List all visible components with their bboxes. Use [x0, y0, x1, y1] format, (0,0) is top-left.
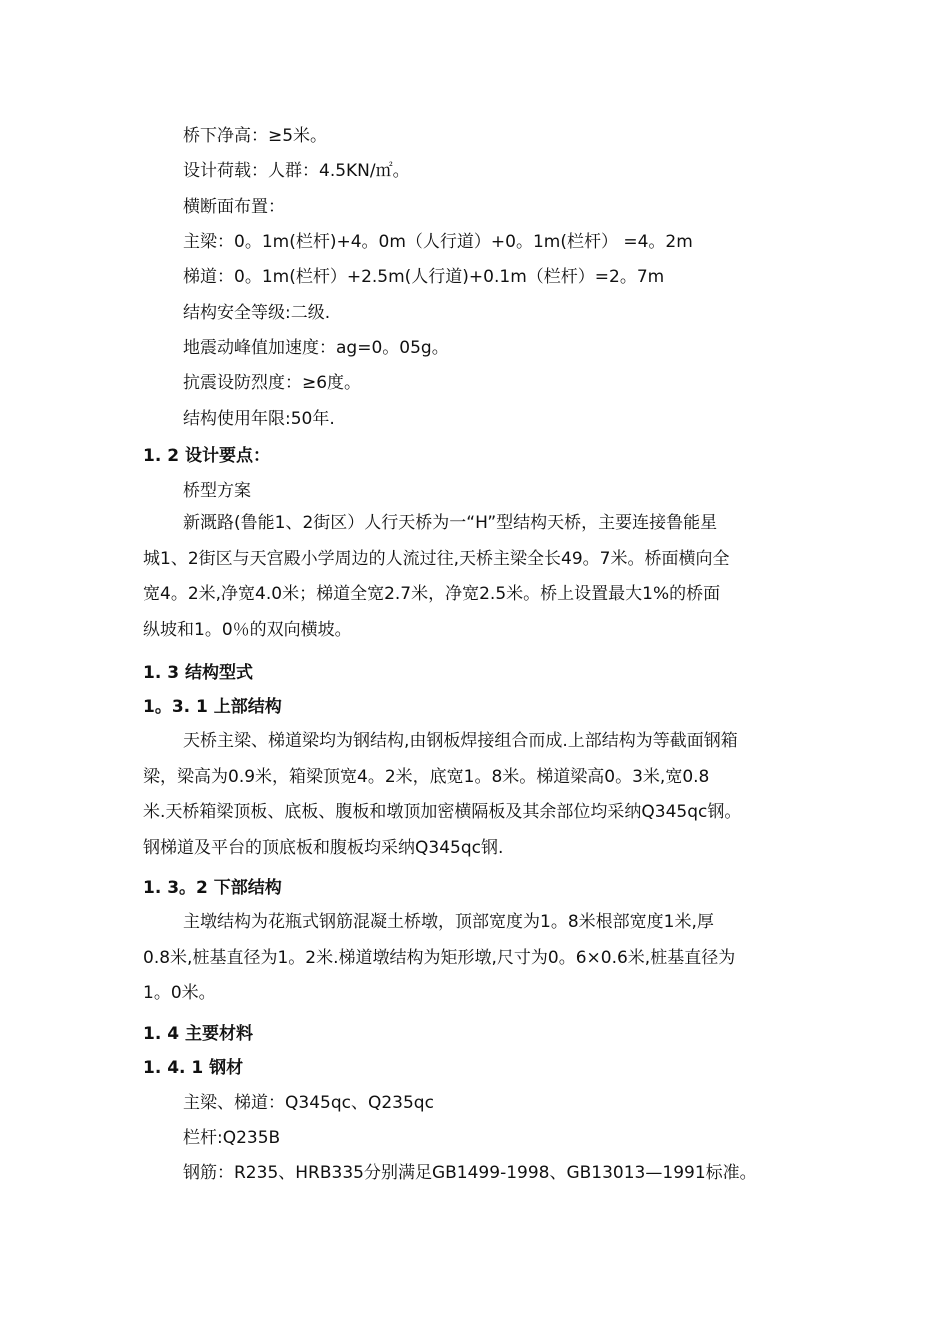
paragraph-line: 0.8米,桩基直径为1。2米.梯道墩结构为矩形墩,尺寸为0。6×0.6米,桩基直径为	[143, 947, 736, 968]
paragraph-line: 纵坡和1。0％的双向横坡。	[143, 619, 352, 640]
heading-1-3-2: 1. 3。2 下部结构	[143, 878, 282, 898]
subheading-bridge-type: 桥型方案	[183, 481, 251, 501]
paragraph-line: 新溉路(鲁能1、2街区）人行天桥为一“H”型结构天桥，主要连接鲁能星	[183, 513, 718, 533]
heading-1-4-1: 1. 4. 1 钢材	[143, 1058, 244, 1078]
spec-seismic-intensity: 抗震设防烈度：≥6度。	[183, 373, 362, 393]
heading-1-4: 1. 4 主要材料	[143, 1024, 253, 1044]
spec-main-beam: 主梁：0。1m(栏杆)+4。0m（人行道）+0。1m(栏杆） =4。2m	[183, 232, 693, 252]
material-railing: 栏杆:Q235B	[183, 1128, 281, 1148]
material-main-beam: 主梁、梯道：Q345qc、Q235qc	[183, 1093, 434, 1113]
paragraph-line: 1。0米。	[143, 983, 216, 1003]
spec-section: 横断面布置：	[183, 197, 285, 217]
spec-safety: 结构安全等级:二级.	[183, 303, 331, 323]
paragraph-line: 梁，梁高为0.9米，箱梁顶宽4。2米，底宽1。8米。梯道梁高0。3米,宽0.8	[143, 766, 710, 787]
paragraph-line: 城1、2街区与天宫殿小学周边的人流过往,天桥主梁全长49。7米。桥面横向全	[143, 548, 730, 569]
spec-seismic-accel: 地震动峰值加速度：ag=0。05g。	[183, 338, 449, 358]
paragraph-line: 钢梯道及平台的顶底板和腹板均采纳Q345qc钢.	[143, 837, 504, 858]
heading-1-3-1: 1。3. 1 上部结构	[143, 697, 282, 717]
spec-load: 设计荷载：人群：4.5KN/㎡。	[183, 161, 410, 181]
paragraph-line: 宽4。2米,净宽4.0米；梯道全宽2.7米，净宽2.5米。桥上设置最大1%的桥面	[143, 584, 721, 604]
material-rebar: 钢筋：R235、HRB335分别满足GB1499-1998、GB13013—1991标准。	[183, 1163, 757, 1183]
paragraph-line: 主墩结构为花瓶式钢筋混凝土桥墩，顶部宽度为1。8米根部宽度1米,厚	[183, 912, 714, 932]
paragraph-line: 米.天桥箱梁顶板、底板、腹板和墩顶加密横隔板及其余部位均采纳Q345qc钢。	[143, 802, 742, 822]
paragraph-line: 天桥主梁、梯道梁均为钢结构,由钢板焊接组合而成.上部结构为等截面钢箱	[183, 731, 738, 751]
heading-1-3: 1. 3 结构型式	[143, 663, 253, 683]
spec-stair: 梯道：0。1m(栏杆）+2.5m(人行道)+0.1m（栏杆）=2。7m	[183, 267, 665, 287]
paragraph-bridge-type	[143, 506, 813, 648]
heading-1-2: 1. 2 设计要点：	[143, 446, 270, 466]
spec-clearance: 桥下净高：≥5米。	[183, 126, 328, 146]
spec-service-life: 结构使用年限:50年.	[183, 409, 335, 429]
paragraph-superstructure	[143, 724, 813, 866]
paragraph-substructure	[143, 905, 813, 1012]
